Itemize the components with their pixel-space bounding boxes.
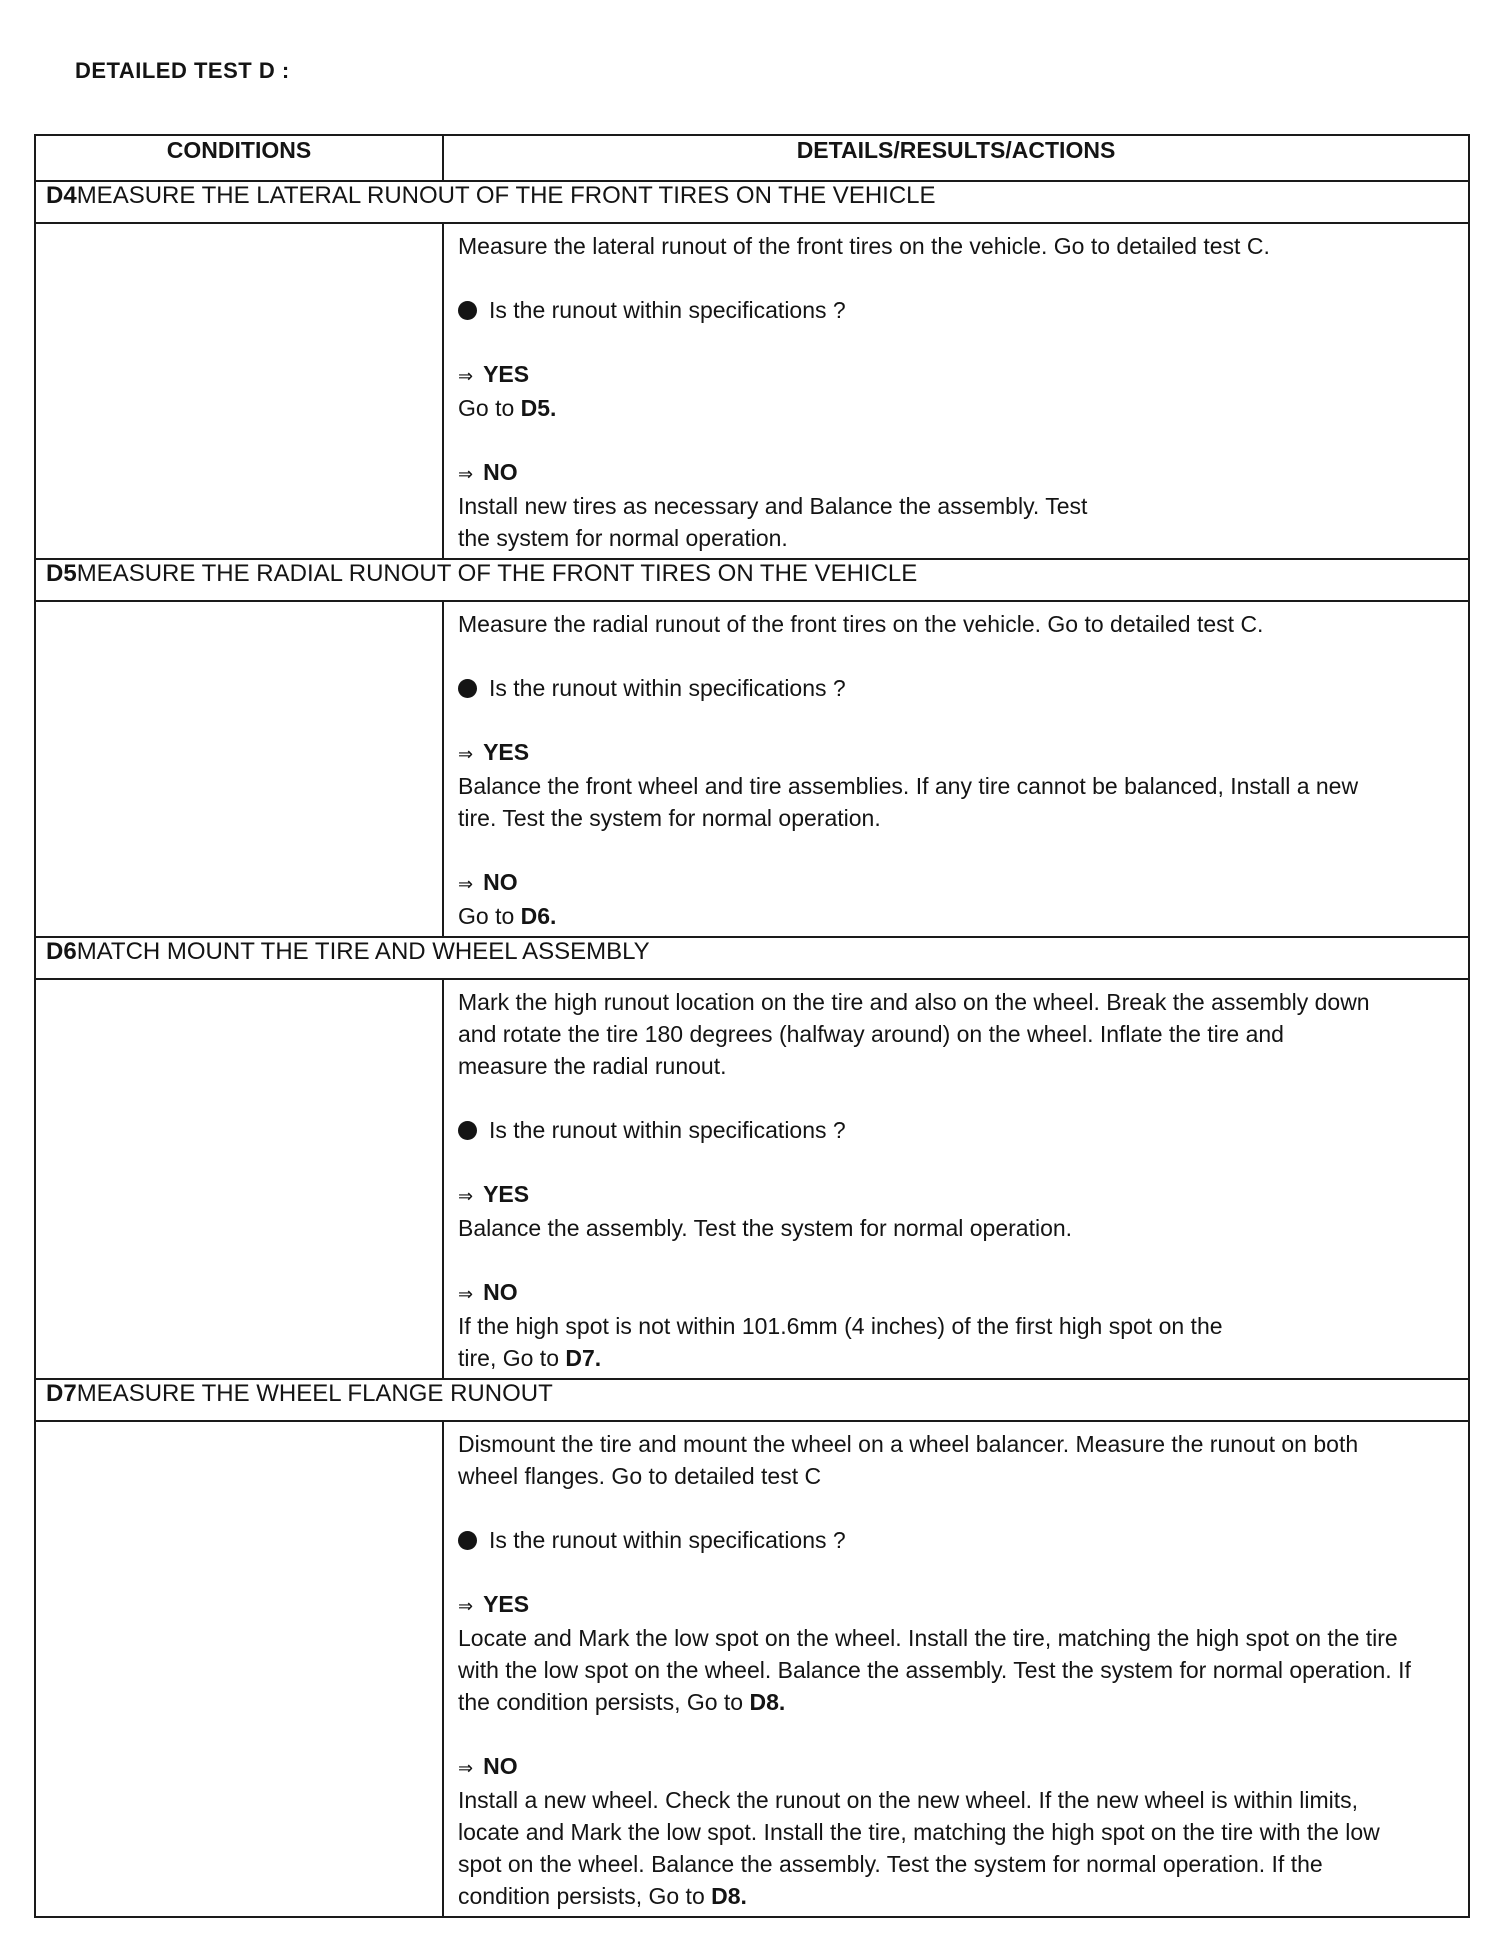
step-title-d7 — [35, 1379, 1469, 1421]
step-title-row — [35, 559, 1469, 601]
no-label: NO — [483, 1753, 518, 1779]
question-line — [458, 294, 1454, 326]
arrow-right-icon: ⇒ — [458, 366, 474, 386]
yes-text: Go to — [458, 395, 521, 421]
yes-label: YES — [483, 1591, 530, 1617]
conditions-cell — [35, 979, 443, 1379]
step-body-row — [35, 1421, 1469, 1917]
step-code: D5 — [46, 560, 77, 587]
instruction-text: Measure the radial runout of the front tires on the vehicle. Go to detailed test C. — [458, 611, 1264, 637]
details-cell — [443, 223, 1469, 559]
no-ref: D6. — [520, 903, 557, 929]
no-text: Install a new wheel. Check the runout on the new wheel. If the new wheel is within limits, locate and Mark the low spot. Install the tire, matching the high spot on the tire with the low spot on the wheel. Balance the assembly. Test the system for normal operation. If the condition persists, Go to — [458, 1787, 1380, 1909]
no-branch — [458, 1276, 1454, 1374]
details-cell — [443, 1421, 1469, 1917]
conditions-cell — [35, 1421, 443, 1917]
page-title: DETAILED TEST D : — [75, 58, 290, 83]
step-body-row — [35, 223, 1469, 559]
arrow-right-icon: ⇒ — [458, 874, 474, 894]
instruction-text: Dismount the tire and mount the wheel on a wheel balancer. Measure the runout on both wheel flanges. Go to detailed test C — [458, 1431, 1359, 1489]
yes-ref: D5. — [520, 395, 557, 421]
step-code: D6 — [46, 938, 77, 965]
no-ref: D8. — [711, 1883, 747, 1909]
question-line — [458, 672, 1454, 704]
yes-label: YES — [483, 1181, 530, 1207]
question-line — [458, 1114, 1454, 1146]
step-code: D7 — [46, 1380, 77, 1407]
arrow-right-icon: ⇒ — [458, 1758, 474, 1778]
yes-label: YES — [483, 361, 530, 387]
no-text: Install new tires as necessary and Balance the assembly. Test the system for normal operation. — [458, 493, 1088, 551]
question-text: Is the runout within specifications ? — [489, 297, 846, 323]
conditions-header: CONDITIONS — [35, 135, 443, 181]
yes-text: Balance the front wheel and tire assemblies. If any tire cannot be balanced, Install a new tire. Test the system for normal operation. — [458, 773, 1359, 831]
no-ref: D7. — [565, 1345, 602, 1371]
step-title-text: MATCH MOUNT THE TIRE AND WHEEL ASSEMBLY — [76, 938, 650, 965]
arrow-right-icon: ⇒ — [458, 464, 474, 484]
step-title-row — [35, 937, 1469, 979]
yes-ref: D8. — [749, 1689, 786, 1715]
arrow-right-icon: ⇒ — [458, 1284, 474, 1304]
arrow-right-icon: ⇒ — [458, 1596, 474, 1616]
instruction-text: Mark the high runout location on the tire and also on the wheel. Break the assembly down and rotate the tire 180 degrees (halfway around) on the wheel. Inflate the tire and measure the radial runout. — [458, 989, 1370, 1079]
arrow-right-icon: ⇒ — [458, 744, 474, 764]
yes-branch — [458, 1588, 1454, 1718]
step-title-d5 — [35, 559, 1469, 601]
step-title-text: MEASURE THE LATERAL RUNOUT OF THE FRONT TIRES ON THE VEHICLE — [76, 182, 936, 209]
step-title-text: MEASURE THE RADIAL RUNOUT OF THE FRONT TIRES ON THE VEHICLE — [76, 560, 918, 587]
bullet-icon — [458, 1531, 477, 1550]
yes-branch — [458, 1178, 1454, 1244]
yes-label: YES — [483, 739, 530, 765]
yes-text: Locate and Mark the low spot on the wheel. Install the tire, matching the high spot on the tire with the low spot on the wheel. Balance the assembly. Test the system for normal operation. If the condition persists, Go to — [458, 1625, 1411, 1715]
diagnostic-table — [34, 134, 1470, 1918]
no-branch — [458, 456, 1454, 554]
question-line — [458, 1524, 1454, 1556]
no-text: Go to — [458, 903, 521, 929]
question-text: Is the runout within specifications ? — [489, 1527, 846, 1553]
no-branch — [458, 866, 1454, 932]
details-cell — [443, 979, 1469, 1379]
no-label: NO — [483, 869, 518, 895]
details-header: DETAILS/RESULTS/ACTIONS — [443, 135, 1469, 181]
bullet-icon — [458, 679, 477, 698]
bullet-icon — [458, 1121, 477, 1140]
no-branch — [458, 1750, 1454, 1912]
instruction-text: Measure the lateral runout of the front tires on the vehicle. Go to detailed test C. — [458, 233, 1270, 259]
question-text: Is the runout within specifications ? — [489, 675, 846, 701]
no-text: If the high spot is not within 101.6mm (4 inches) of the first high spot on the tire, Go to — [458, 1313, 1223, 1371]
yes-branch — [458, 736, 1454, 834]
arrow-right-icon: ⇒ — [458, 1186, 474, 1206]
yes-branch — [458, 358, 1454, 424]
conditions-cell — [35, 601, 443, 937]
yes-text: Balance the assembly. Test the system for normal operation. — [458, 1215, 1073, 1241]
no-label: NO — [483, 1279, 518, 1305]
no-label: NO — [483, 459, 518, 485]
step-body-row — [35, 979, 1469, 1379]
details-cell — [443, 601, 1469, 937]
step-title-row — [35, 1379, 1469, 1421]
question-text: Is the runout within specifications ? — [489, 1117, 846, 1143]
step-body-row — [35, 601, 1469, 937]
step-code: D4 — [46, 182, 77, 209]
step-title-d4 — [35, 181, 1469, 223]
step-title-row — [35, 181, 1469, 223]
step-title-d6 — [35, 937, 1469, 979]
step-title-text: MEASURE THE WHEEL FLANGE RUNOUT — [76, 1380, 553, 1407]
header-row — [35, 135, 1469, 181]
bullet-icon — [458, 301, 477, 320]
conditions-cell — [35, 223, 443, 559]
